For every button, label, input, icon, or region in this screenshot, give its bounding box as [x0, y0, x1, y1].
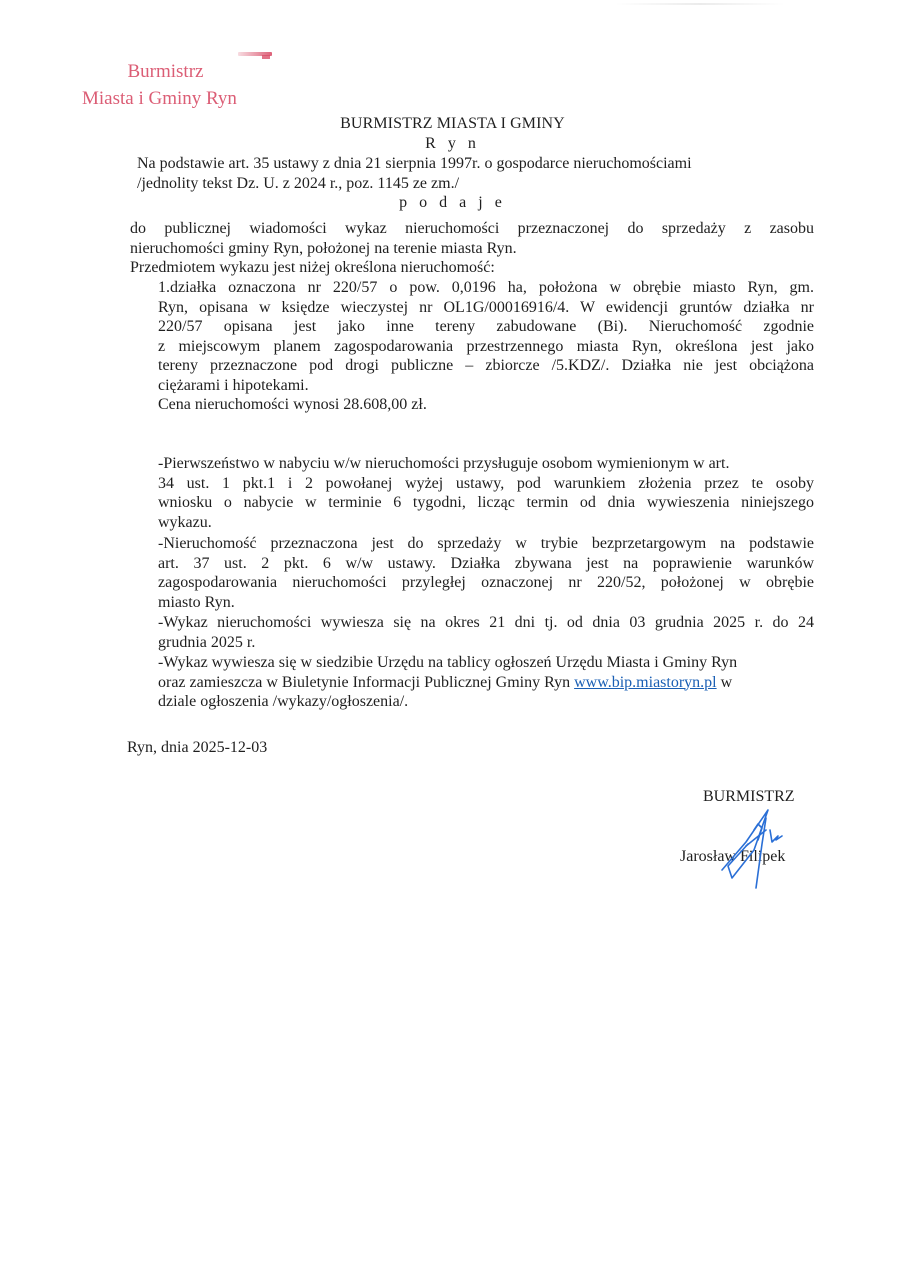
stamp-line-2: Miasta i Gminy Ryn — [82, 88, 237, 109]
signatory-title: BURMISTRZ — [703, 788, 795, 805]
legal-basis-line-2: /jednolity tekst Dz. U. z 2024 r., poz. 1145 ze zm./ — [137, 174, 460, 192]
posting-period-paragraph — [158, 613, 814, 652]
property-description — [158, 278, 814, 396]
priority-line-1: -Pierwszeństwo w nabyciu w/w nieruchomości przysługuje osobom wymienionym w art. — [158, 455, 730, 472]
priority-paragraph — [158, 454, 814, 532]
public-notice-paragraph — [130, 219, 814, 258]
announces-heading: p o d a j e — [399, 194, 506, 211]
property-line-3: 220/57 opisana jest jako inne tereny zabudowane (Bi). Nieruchomość zgodnie — [158, 318, 814, 336]
public-notice-line-1: do publicznej wiadomości wykaz nieruchomości przeznaczonej do sprzedaży z zasobu — [130, 220, 814, 237]
handwritten-signature-icon — [718, 800, 808, 890]
sale-line-1: -Nieruchomość przeznaczona jest do sprzedaży w trybie bezprzetargowym na podstawie — [158, 535, 814, 552]
sale-line-3: zagospodarowania nieruchomości przyległej oznaczonej nr 220/52, położonej w obrębie — [158, 574, 814, 592]
legal-basis-line-1: Na podstawie art. 35 ustawy z dnia 21 sierpnia 1997r. o gospodarce nieruchomościami — [137, 155, 692, 172]
priority-line-3: wniosku o nabycie w terminie 6 tygodni, licząc termin od dnia wywieszenia niniejszego — [158, 494, 814, 512]
priority-line-2: 34 ust. 1 pkt.1 i 2 powołanej wyżej ustawy, pod warunkiem złożenia przez te osoby — [158, 474, 814, 492]
legal-basis-paragraph — [137, 154, 817, 193]
subject-line: Przedmiotem wykazu jest niżej określona nieruchomość: — [130, 259, 495, 276]
signatory-name: Jarosław Filipek — [680, 848, 786, 865]
sale-line-2: art. 37 ust. 2 pkt. 6 w/w ustawy. Działka zbywana jest na poprawienie warunków — [158, 554, 814, 572]
stamp-ink-smudge — [238, 52, 272, 56]
posting-line-2-text: oraz zamieszcza w Biuletynie Informacji Publicznej Gminy Ryn — [158, 673, 575, 691]
stamp-line-1: Burmistrz — [127, 61, 204, 82]
property-line-5: tereny przeznaczone pod drogi publiczne – zbiorcze /5.KDZ/. Działka nie jest obciążona — [158, 357, 814, 375]
sale-mode-paragraph — [158, 534, 814, 612]
property-line-6: ciężarami i hipotekami. — [158, 376, 309, 394]
public-notice-line-2: nieruchomości gminy Ryn, położonej na terenie miasta Ryn. — [130, 239, 517, 257]
property-price: Cena nieruchomości wynosi 28.608,00 zł. — [158, 396, 427, 413]
priority-line-4: wykazu. — [158, 513, 212, 531]
posting-line-3: dziale ogłoszenia /wykazy/ogłoszenia/. — [158, 693, 409, 711]
posting-location-paragraph — [158, 653, 814, 712]
office-stamp — [82, 58, 237, 112]
document-date: Ryn, dnia 2025-12-03 — [127, 739, 268, 756]
posting-line-2 — [158, 673, 814, 693]
property-line-2: Ryn, opisana w księdze wieczystej nr OL1G/00016916/4. W ewidencji gruntów działka nr — [158, 298, 814, 316]
period-line-1: -Wykaz nieruchomości wywiesza się na okres 21 dni tj. od dnia 03 grudnia 2025 r. do 24 — [158, 614, 814, 631]
document-heading: BURMISTRZ MIASTA I GMINY — [340, 115, 565, 132]
document-city: R y n — [425, 135, 480, 152]
posting-line-1: -Wykaz wywiesza się w siedzibie Urzędu na tablicy ogłoszeń Urzędu Miasta i Gminy Ryn — [158, 654, 738, 671]
bip-website-link[interactable]: www.bip.miastoryn.pl — [574, 673, 717, 691]
property-line-4: z miejscowym planem zagospodarowania przestrzennego miasta Ryn, określona jest jako — [158, 337, 814, 355]
property-line-1: 1.działka oznaczona nr 220/57 o pow. 0,0196 ha, położona w obrębie miasto Ryn, gm. — [158, 279, 814, 296]
scan-edge-shadow — [615, 3, 785, 5]
sale-line-4: miasto Ryn. — [158, 593, 235, 611]
posting-line-2-tail: w — [716, 673, 733, 691]
period-line-2: grudnia 2025 r. — [158, 633, 256, 651]
